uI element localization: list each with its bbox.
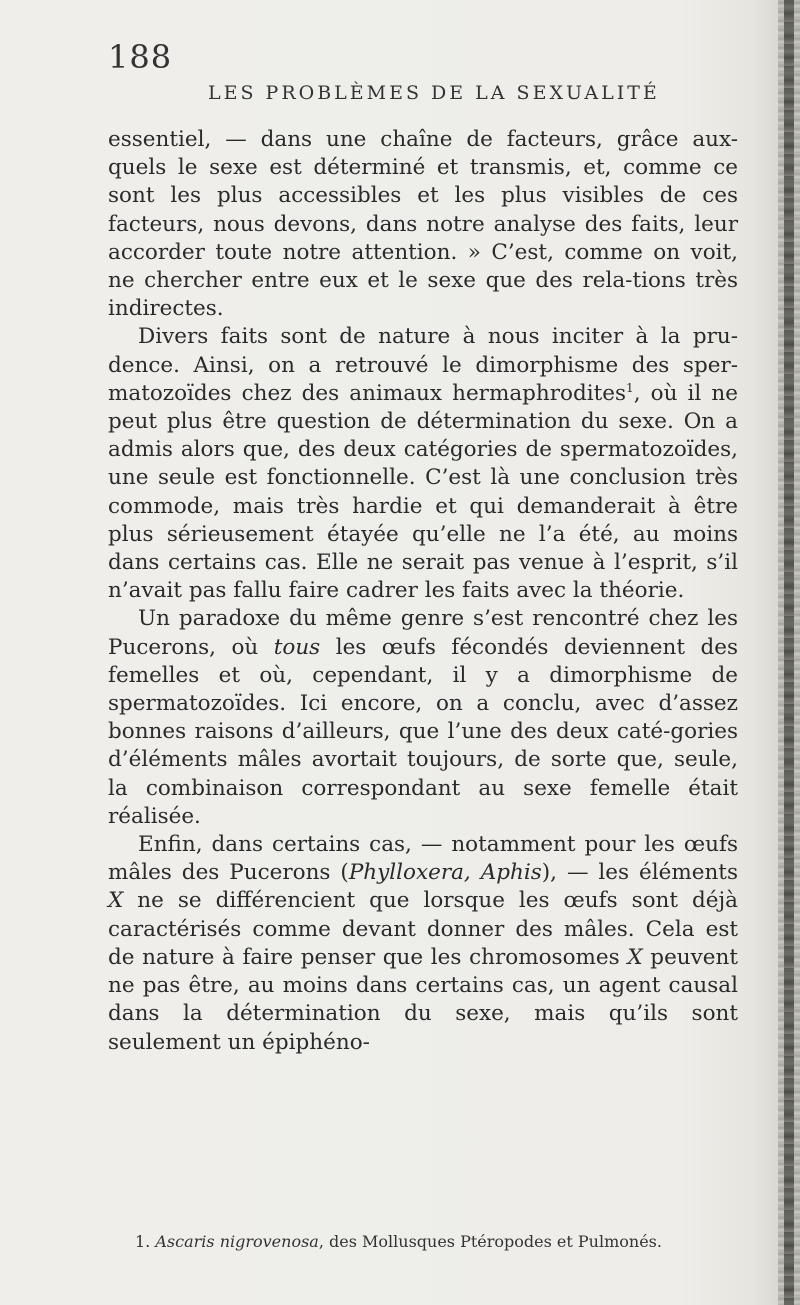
running-title: LES PROBLÈMES DE LA SEXUALITÉ [208,82,660,104]
paragraph-3-text-b: les œufs fécondés deviennent des femelles et où, cependant, il y a dimorphisme de spermatozoïdes. Ici encore, on a conclu, avec d’assez bonnes raisons d’ailleurs, que l’une des deux caté-gories d’éléments mâles avortait toujours, de sorte que, seule, la combinaison correspondant au sexe femelle était réalisée. [108,634,738,829]
body-text [108,126,738,1057]
paragraph-4-text-a: Enfin, dans certains cas, — notamment pour les œufs mâles des Pucerons ( [108,832,738,886]
paragraph-4 [108,831,738,1057]
paragraph-1: essentiel, — dans une chaîne de facteurs, grâce aux-quels le sexe est déterminé et transmis, et, comme ce sont les plus accessibles et les plus visibles de ces facteurs, nous devons, dans notre analyse des faits, leur accorder toute notre attention. » C’est, comme on voit, ne chercher entre eux et le sexe que des rela-tions très indirectes. [108,127,738,322]
paragraph-2-text-b: , où il ne peut plus être question de détermination du sexe. On a admis alors que, des deux catégories de spermatozoïdes, une seule est fonctionnelle. C’est là une conclusion très commode, mais très hardie et qui demanderait à être plus sérieusement étayée qu’elle ne l’a été, au moins dans certains cas. Elle ne serait pas venue à l’esprit, s’il n’avait pas fallu faire cadrer les faits avec la théorie. [108,380,738,604]
paragraph-4-genus-names: Phylloxera, Aphis [348,860,542,886]
paragraph-2-text-a: Divers faits sont de nature à nous inciter à la pru-dence. Ainsi, on a retrouvé le dimorphisme des sper-matozoïdes chez des animaux hermaphrodites [108,324,738,406]
footnote [135,1232,745,1251]
footnote-species: Ascaris nigrovenosa [155,1232,319,1251]
binding-edge [784,0,794,1305]
paragraph-4-x-symbol-1: X [108,888,124,914]
paragraph-4-text-b: ), — les éléments [541,860,738,886]
paragraph-3-text-a: Un paradoxe du même genre s’est rencontré chez les Pucerons, où [108,606,738,660]
paragraph-4-text-c: ne se différencient que lorsque les œufs sont déjà caractérisés comme devant donner des mâles. Cela est de nature à faire penser que les chromosomes [108,888,738,970]
paragraph-2 [108,323,738,605]
paragraph-3 [108,605,738,831]
paragraph-4-text-d: peuvent ne pas être, au moins dans certains cas, un agent causal dans la détermination du sexe, mais qu’ils sont seulement un épiphéno- [108,944,738,1055]
paragraph-4-x-symbol-2: X [627,944,643,970]
page-number: 188 [108,38,173,76]
footnote-text: , des Mollusques Ptéropodes et Pulmonés. [318,1232,662,1251]
paragraph-3-emphasis: tous [273,634,321,660]
footnote-marker: 1. [135,1232,156,1251]
footnote-reference: 1 [626,380,634,395]
